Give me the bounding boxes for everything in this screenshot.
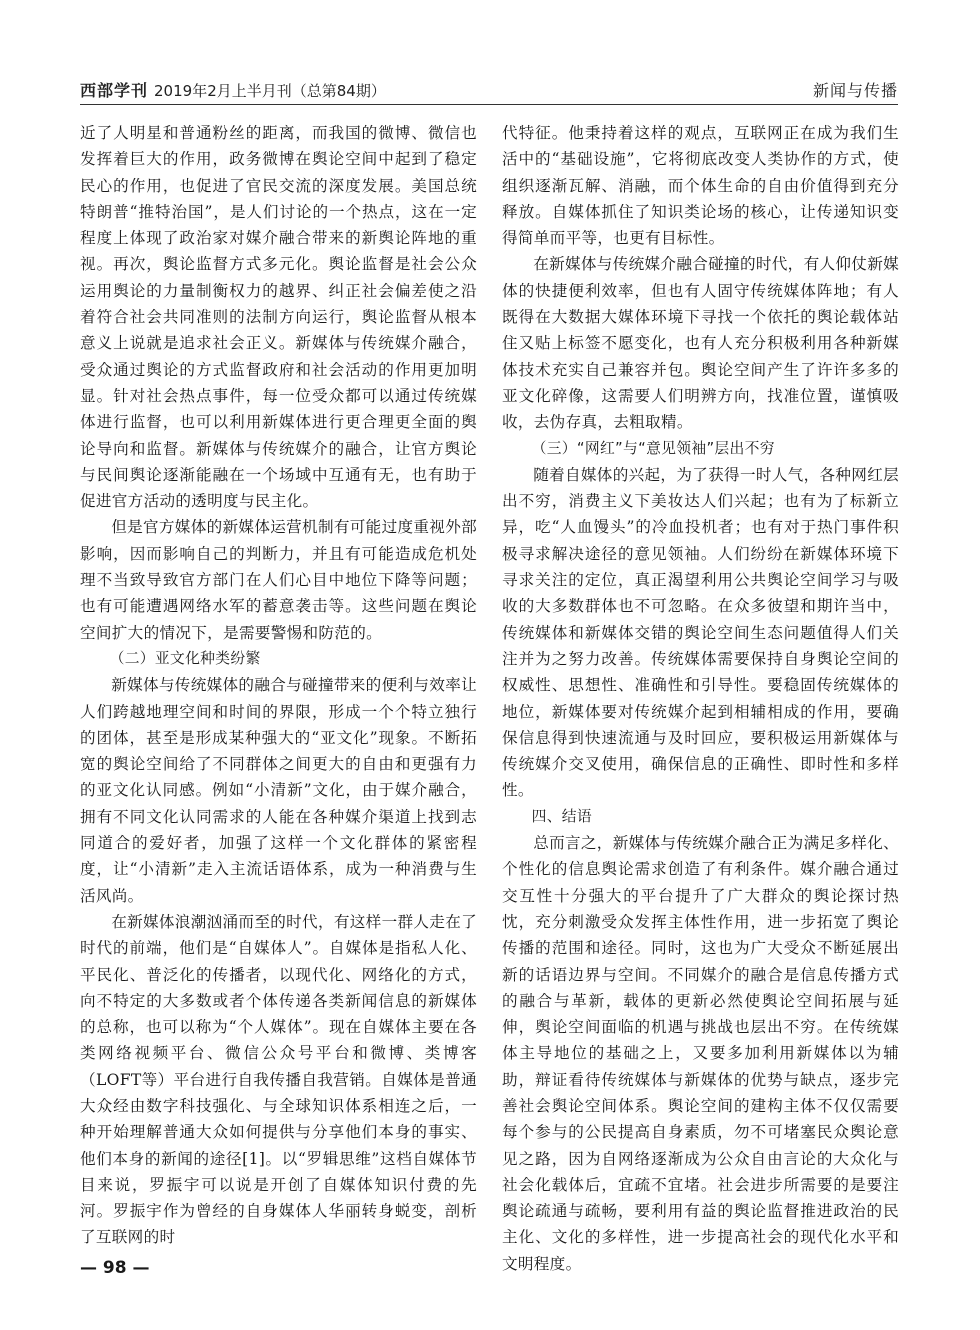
header-journal-info — [80, 78, 386, 101]
paragraph: 新媒体与传统媒体的融合与碰撞带来的便利与效率让人们跨越地理空间和时间的界限，形成一个个特立独行的团体，甚至是形成某种强大的“亚文化”现象。不断拓宽的舆论空间给了不同群体之间更大的自由和更强有力的亚文化认同感。例如“小清新”文化，由于媒介融合，拥有不同文化认同需求的人能在各种媒介渠道上找到志同道合的爱好者，加强了这样一个文化群体的紧密程度，让“小清新”走入主流话语体系，成为一种消费与生活风尚。 — [80, 676, 477, 905]
issue-info: 2019年2月上半月刊（总第84期） — [154, 82, 386, 100]
paragraph: 在新媒体与传统媒介融合碰撞的时代，有人仰仗新媒体的快捷便利效率，但也有人固守传统媒体阵地；有人既得在大数据大媒体环境下寻找一个依托的舆论载体站住又贴上标签不愿变化，也有人充分积极利用各种新媒体技术充实自己兼容并包。舆论空间产生了许许多多的亚文化碎像，这需要人们明辨方向，找准位置，谨慎吸收，去伪存真，去粗取精。 — [502, 255, 899, 432]
header-rule — [80, 104, 898, 105]
paragraph: 近了人明星和普通粉丝的距离，而我国的微博、微信也发挥着巨大的作用，政务微博在舆论空间中起到了稳定民心的作用，也促进了官民交流的深度发展。美国总统特朗普“推特治国”，是人们讨论的一个热点，这在一定程度上体现了政治家对媒介融合带来的新舆论阵地的重视。再次，舆论监督方式多元化。舆论监督是社会公众运用舆论的力量制衡权力的越界、纠正社会偏差使之沿着符合社会共同准则的法制方向运行，舆论监督从根本意义上说就是追求社会正义。新媒体与传统媒介融合，受众通过舆论的方式监督政府和社会活动的作用更加明显。针对社会热点事件，每一位受众都可以通过传统媒体进行监督，也可以利用新媒体进行更合理更全面的舆论导向和监督。新媒体与传统媒介的融合，让官方舆论与民间舆论逐渐能融在一个场域中互通有无，也有助于促进官方活动的透明度与民主化。 — [80, 124, 477, 511]
section-heading: （三）“网红”与“意见领袖”层出不穷 — [531, 439, 775, 457]
paragraph: 随着自媒体的兴起，为了获得一时人气，各种网红层出不穷，消费主义下美妆达人们兴起；也有为了标新立异，吃“人血馒头”的冷血投机者；也有对于热门事件积极寻求解决途径的意见领袖。人们纷纷在新媒体环境下寻求关注的定位，真正渴望利用公共舆论空间学习与吸收的大多数群体也不可忽略。在众多彼望和期许当中，传统媒体和新媒体交错的舆论空间生态问题值得人们关注并为之努力改善。传统媒体需要保持自身舆论空间的权威性、思想性、准确性和引导性。要稳固传统媒体的地位，新媒体要对传统媒介起到相辅相成的作用，要确保信息得到快速流通与及时回应，要积极运用新媒体与传统媒介交叉使用，确保信息的正确性、即时性和多样性。 — [502, 465, 899, 800]
left-column — [80, 120, 477, 1245]
paragraph: 在新媒体浪潮汹涌而至的时代，有这样一群人走在了时代的前端，他们是“自媒体人”。自媒体是指私人化、平民化、普泛化的传播者，以现代化、网络化的方式，向不特定的大多数或者个体传递各类新闻信息的新媒体的总称，也可以称为“个人媒体”。现在自媒体主要在各类网络视频平台、微信公众号平台和微博、类博客（LOFT等）平台进行自我传播自我营销。自媒体是普通大众经由数字科技强化、与全球知识体系相连之后，一种开始理解普通大众如何提供与分享他们本身的事实、他们本身的新闻的途径[1]。以“罗辑思维”这档自媒体节目来说，罗振宇可以说是开创了自媒体知识付费的先河。罗振宇作为曾经的自身媒体人华丽转身蜕变，剖析了互联网的时 — [80, 912, 477, 1247]
section-name: 新闻与传播 — [812, 81, 898, 100]
paragraph: 代特征。他秉持着这样的观点，互联网正在成为我们生活中的“基础设施”，它将彻底改变人类协作的方式，使组织逐渐瓦解、消融，而个体生命的自由价值得到充分释放。自媒体抓住了知识类论场的核心，让传递知识变得简单而平等，也更有目标性。 — [502, 124, 899, 248]
journal-logo: 西部学刊 — [80, 81, 149, 100]
section-heading: （二）亚文化种类纷繁 — [109, 649, 261, 667]
section-heading: 四、结语 — [531, 807, 592, 825]
paragraph: 但是官方媒体的新媒体运营机制有可能过度重视外部影响，因而影响自己的判断力，并且有可能造成危机处理不当致导致官方部门在人们心目中地位下降等问题；也有可能遭遇网络水军的蓄意袭击等。这些问题在舆论空间扩大的情况下，是需要警惕和防范的。 — [80, 518, 477, 642]
right-column — [502, 120, 899, 1273]
running-header — [80, 76, 898, 102]
page-number: — 98 — — [80, 1258, 150, 1278]
paragraph: 总而言之，新媒体与传统媒介融合正为满足多样化、个性化的信息舆论需求创造了有利条件。媒介融合通过交互性十分强大的平台提升了广大群众的舆论探讨热忱，充分刺激受众发挥主体性作用，进一步拓宽了舆论传播的范围和途径。同时，这也为广大受众不断延展出新的话语边界与空间。不同媒介的融合是信息传播方式的融合与革新，载体的更新必然使舆论空间拓展与延伸，舆论空间面临的机遇与挑战也层出不穷。在传统媒体主导地位的基础之上，又要多加利用新媒体以为辅助，辩证看待传统媒体与新媒体的优势与缺点，逐步完善社会舆论空间体系。舆论空间的建构主体不仅仅需要每个参与的公民提高自身素质，勿不可堵塞民众舆论意见之路，因为自网络逐渐成为公众自由言论的大众化与社会化载体后，宜疏不宜堵。社会进步所需要的是要注舆论疏通与疏畅，要利用有益的舆论监督推进政治的民主化、文化的多样性，进一步提高社会的现代化水平和文明程度。 — [502, 834, 899, 1273]
